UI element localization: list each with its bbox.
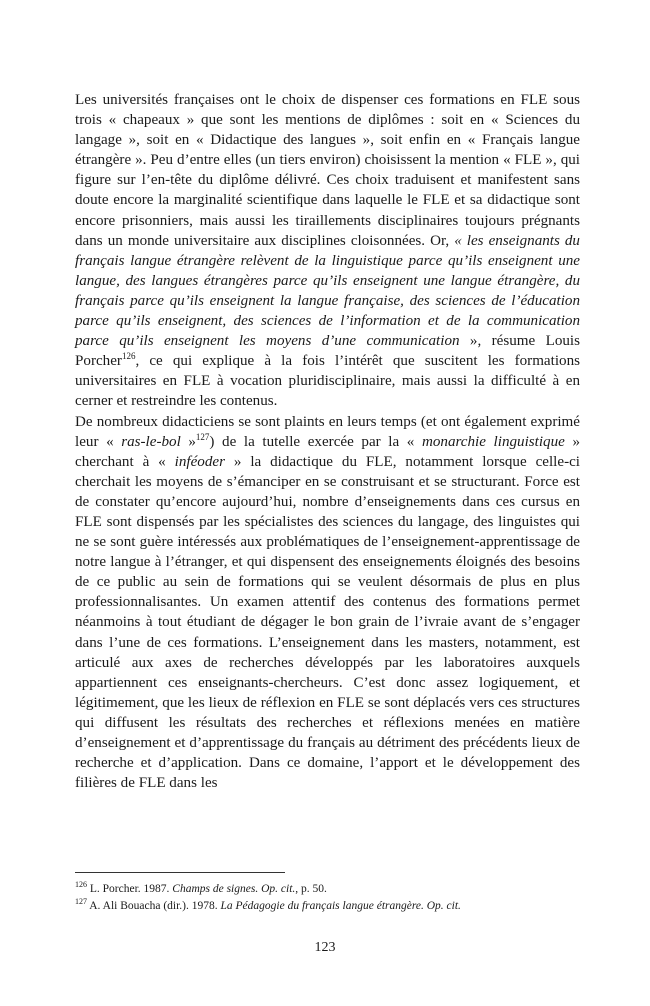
main-text (75, 90, 580, 793)
footnote-126 (75, 881, 580, 898)
paragraph-1 (75, 90, 580, 412)
footnote-text: A. Ali Bouacha (dir.). 1978. (87, 900, 221, 912)
page-number: 123 (314, 940, 336, 955)
footnote-tail: , p. 50. (295, 883, 327, 895)
ras-le-bol-italic: ras-le-bol (121, 433, 181, 450)
paragraph-1-conclusion: , ce qui explique à la fois l’intérêt que suscitent les formations universitaires en FLE à vocation pluridisciplinaire, mais aussi la difficulté à en cerner et restreindre les contenus. (75, 353, 580, 410)
paragraph-2-text-d: » cherchant à « (75, 433, 580, 470)
footnotes (75, 881, 580, 915)
footnote-number: 126 (75, 880, 87, 890)
footnote-title: Champs de signes. Op. cit. (172, 883, 296, 895)
footnote-127 (75, 898, 580, 915)
monarchie-italic: monarchie linguistique (421, 433, 565, 450)
porcher-quote: « les enseignants du français langue étrangère relèvent de la linguistique parce qu’ils enseignent une langue, des langues étrangères parce qu’ils enseignent une langue étrangère, du français parce qu’ils enseignent la langue française, des sciences de l’éducation parce qu’ils enseignent, des sciences de l’information et de la communication parce qu’ils enseignent les moyens d’une communication (75, 232, 580, 350)
footnote-text: L. Porcher. 1987. (87, 883, 173, 895)
page-body (75, 90, 580, 793)
footnote-separator (75, 872, 285, 873)
footnote-ref-127[interactable]: 127 (195, 431, 210, 442)
paragraph-2-text-e: » la didactique du FLE, notamment lorsque celle-ci cherchait les moyens de s’émanciper en se construisant et se structurant. Force est de constater qu’encore aujourd’hui, nombre d’enseignements dans ces cursus en FLE sont dispensés par les spécialistes des sciences du langage, des linguistes qui ne se sont guère intéressés aux problématiques de l’enseignement-apprentissage de notre langue à l’étranger, et qui dispensent des enseignements éloignés des besoins de ce public au sein de formations qui se veulent désormais de plus en plus professionnalisantes. Un examen attentif des contenus des formations permet néanmoins à tout étudiant de dégager le bon grain de l’ivraie avant de s’engager dans l’une de ces formations. L’enseignement dans les masters, notamment, est articulé aux axes de recherches développés par les laboratoires auxquels appartiennent ces enseignants-chercheurs. C’est donc assez logiquement, et légitimement, que les lieux de réflexion en FLE se sont déplacés vers ces structures qui diffusent les résultats des recherches et réflexions menées en matière d’enseignement et d’apprentissage du français au détriment des précédents lieux de recherche et d’application. Dans ce domaine, l’apport et le développement des filières de FLE dans les (75, 453, 580, 792)
footnote-title: La Pédagogie du français langue étrangère. Op. cit. (220, 900, 461, 912)
paragraph-1-text: Les universités françaises ont le choix de dispenser ces formations en FLE sous trois « chapeaux » que sont les mentions de diplômes : soit en « Sciences du langage », soit en « Didactique des langues », soit enfin en « Français langue étrangère ». Peu d’entre elles (un tiers environ) choisissent la mention « FLE », qui figure sur l’en-tête du diplôme délivré. Ces choix traduisent et manifestent sans doute encore la marginalité scientifique dans laquelle le FLE et sa didactique sont encore prisonniers, mais aussi les tiraillements disciplinaires toujours prégnants dans un monde universitaire aux disciplines cloisonnées. Or, (75, 92, 580, 249)
paragraph-1-attribution: », résume Louis Porcher (75, 333, 581, 370)
footnote-ref-126[interactable]: 126 (121, 351, 136, 362)
footnote-number: 127 (75, 897, 87, 907)
infeoder-italic: inféoder (174, 453, 225, 470)
paragraph-2 (75, 412, 580, 794)
paragraph-2-text: De nombreux didacticiens se sont plaints en leurs temps (et ont également exprimé leur « (75, 413, 580, 450)
paragraph-2-text-c: ) de la tutelle exercée par la « (209, 433, 422, 450)
paragraph-2-text-b: » (180, 433, 196, 450)
